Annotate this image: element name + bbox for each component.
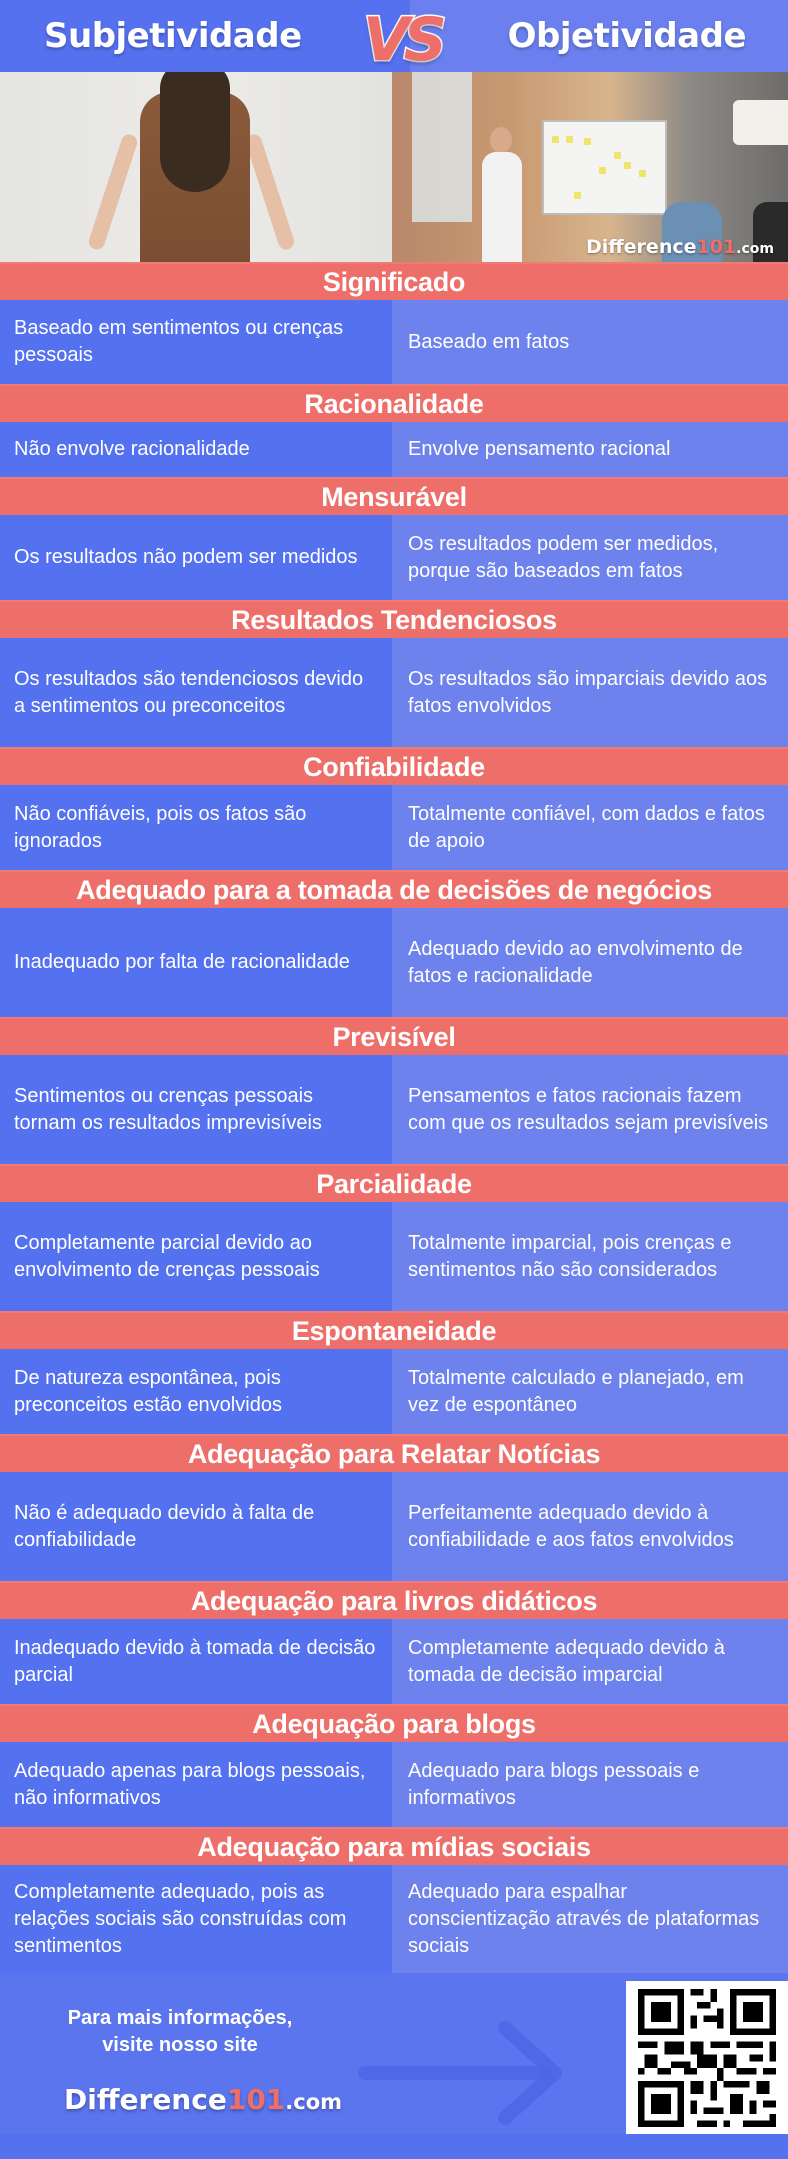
subjectivity-cell: Inadequado por falta de racionalidade <box>0 908 392 1017</box>
comparison-row <box>0 785 788 870</box>
subjectivity-cell: Não é adequado devido à falta de confiabilidade <box>0 1472 392 1581</box>
section-header: Mensurável <box>0 477 788 515</box>
section-header: Confiabilidade <box>0 747 788 785</box>
section-header: Adequado para a tomada de decisões de negócios <box>0 870 788 908</box>
objectivity-cell: Os resultados são imparciais devido aos fatos envolvidos <box>392 638 788 747</box>
comparison-row <box>0 1742 788 1827</box>
hero-photos <box>0 72 788 262</box>
objectivity-cell: Totalmente calculado e planejado, em vez de espontâneo <box>392 1349 788 1434</box>
objectivity-cell: Adequado devido ao envolvimento de fatos e racionalidade <box>392 908 788 1017</box>
right-title: Objetividade <box>507 16 746 56</box>
subjectivity-cell: Adequado apenas para blogs pessoais, não informativos <box>0 1742 392 1827</box>
objectivity-cell: Adequado para blogs pessoais e informativos <box>392 1742 788 1827</box>
section-header: Significado <box>0 262 788 300</box>
comparison-row <box>0 1619 788 1704</box>
arrow-right-icon <box>355 2018 570 2128</box>
section-header: Adequação para blogs <box>0 1704 788 1742</box>
objectivity-cell: Adequado para espalhar conscientização através de plataformas sociais <box>392 1865 788 1973</box>
subjectivity-cell: Inadequado devido à tomada de decisão parcial <box>0 1619 392 1704</box>
objectivity-cell: Completamente adequado devido à tomada de decisão imparcial <box>392 1619 788 1704</box>
comparison-table <box>0 262 788 1973</box>
comparison-row <box>0 1472 788 1581</box>
section-header: Adequação para Relatar Notícias <box>0 1434 788 1472</box>
objectivity-cell: Envolve pensamento racional <box>392 422 788 477</box>
subjectivity-cell: Não confiáveis, pois os fatos são ignorados <box>0 785 392 870</box>
comparison-row <box>0 908 788 1017</box>
title-banner <box>0 0 788 75</box>
section-header: Espontaneidade <box>0 1311 788 1349</box>
objectivity-cell: Pensamentos e fatos racionais fazem com que os resultados sejam previsíveis <box>392 1055 788 1164</box>
subjectivity-cell: Sentimentos ou crenças pessoais tornam os resultados imprevisíveis <box>0 1055 392 1164</box>
subjectivity-cell: Não envolve racionalidade <box>0 422 392 477</box>
comparison-row <box>0 515 788 600</box>
comparison-row <box>0 638 788 747</box>
section-header: Adequação para mídias sociais <box>0 1827 788 1865</box>
comparison-row <box>0 422 788 477</box>
section-header: Previsível <box>0 1017 788 1055</box>
subjectivity-cell: Completamente adequado, pois as relações sociais são construídas com sentimentos <box>0 1865 392 1973</box>
vs-badge: VS <box>363 5 441 75</box>
subjectivity-cell: Baseado em sentimentos ou crenças pessoais <box>0 300 392 384</box>
section-header: Adequação para livros didáticos <box>0 1581 788 1619</box>
section-header: Racionalidade <box>0 384 788 422</box>
section-header: Resultados Tendenciosos <box>0 600 788 638</box>
objectivity-cell: Perfeitamente adequado devido à confiabilidade e aos fatos envolvidos <box>392 1472 788 1581</box>
subjectivity-cell: Os resultados não podem ser medidos <box>0 515 392 600</box>
comparison-row <box>0 1202 788 1311</box>
watermark-logo: Difference101.com <box>586 236 774 258</box>
subjectivity-cell: Completamente parcial devido ao envolvimento de crenças pessoais <box>0 1202 392 1311</box>
subjectivity-cell: De natureza espontânea, pois preconceitos estão envolvidos <box>0 1349 392 1434</box>
comparison-row <box>0 1865 788 1973</box>
footer-cta: Para mais informações, visite nosso site <box>67 2007 293 2056</box>
objectivity-cell: Baseado em fatos <box>392 300 788 384</box>
photo-objectivity <box>392 72 788 262</box>
footer-logo-link[interactable]: Difference101.com <box>64 2083 343 2116</box>
footer <box>0 1973 788 2134</box>
comparison-row <box>0 1055 788 1164</box>
objectivity-cell: Totalmente imparcial, pois crenças e sentimentos não são considerados <box>392 1202 788 1311</box>
comparison-row <box>0 1349 788 1434</box>
subjectivity-cell: Os resultados são tendenciosos devido a sentimentos ou preconceitos <box>0 638 392 747</box>
section-header: Parcialidade <box>0 1164 788 1202</box>
objectivity-cell: Os resultados podem ser medidos, porque são baseados em fatos <box>392 515 788 600</box>
objectivity-cell: Totalmente confiável, com dados e fatos de apoio <box>392 785 788 870</box>
whiteboard <box>542 120 667 215</box>
qr-code-icon[interactable] <box>626 1981 788 2134</box>
comparison-row <box>0 300 788 384</box>
photo-subjectivity <box>0 72 392 262</box>
left-title: Subjetividade <box>44 16 302 56</box>
